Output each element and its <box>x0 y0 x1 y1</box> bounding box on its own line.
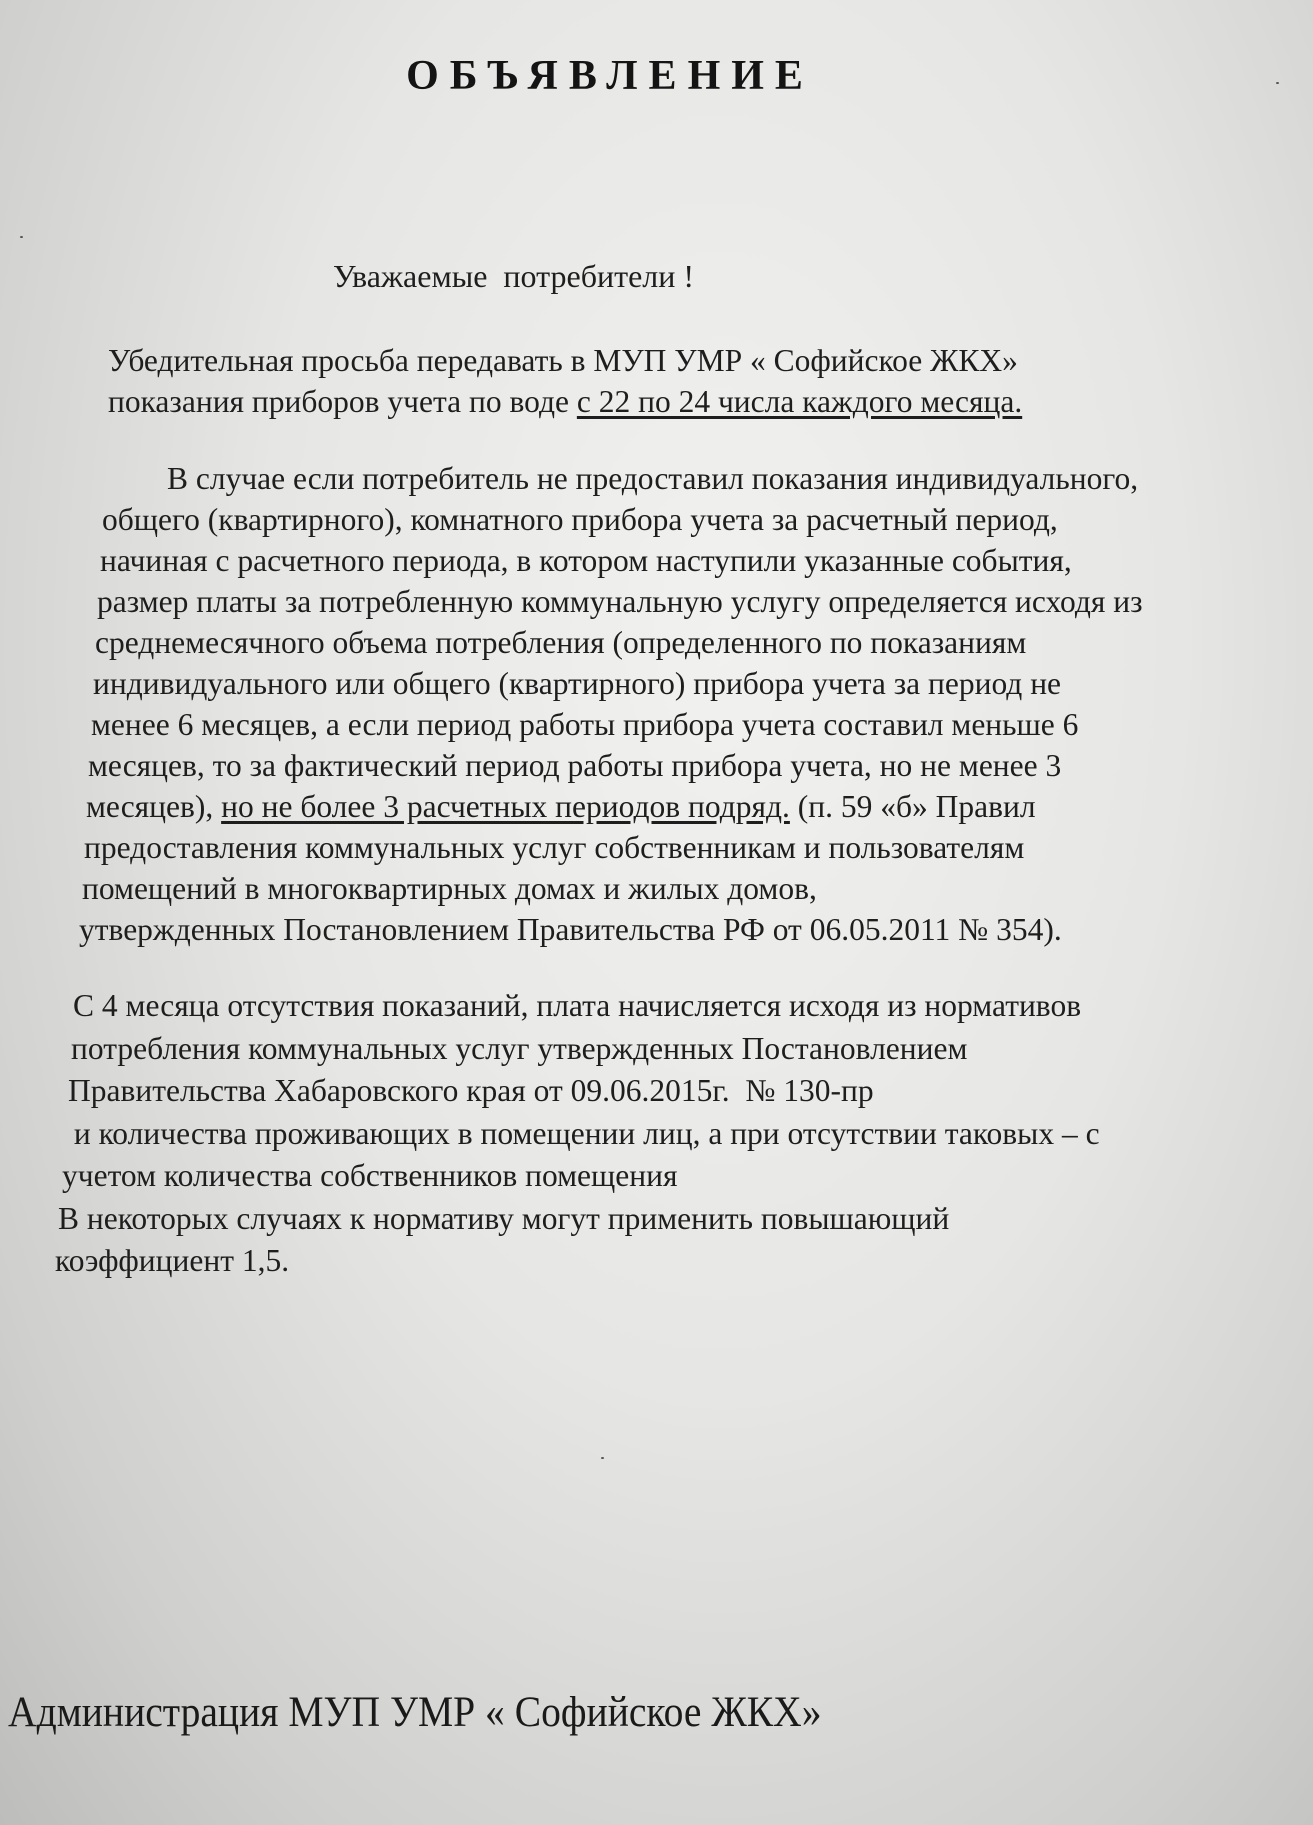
paper-speck <box>20 236 23 238</box>
request-line-2-text: показания приборов учета по воде <box>108 384 577 419</box>
norms-line: учетом количества собственников помещения <box>62 1158 678 1193</box>
rules-line: помещений в многоквартирных домах и жилых домов, <box>82 871 817 906</box>
norms-line: С 4 месяца отсутствия показаний, плата начисляется исходя из нормативов <box>73 988 1082 1023</box>
rules-line: В случае если потребитель не предоставил показания индивидуального, <box>104 461 1139 496</box>
rules-line: утвержденных Постановлением Правительства РФ от 06.05.2011 № 354). <box>79 912 1062 947</box>
paper-speck <box>1276 82 1279 84</box>
rules-line-9-end: (п. 59 «б» Правил <box>789 789 1036 824</box>
rules-line: месяцев, то за фактический период работы прибора учета, но не менее 3 <box>88 748 1062 783</box>
norms-line: и количества проживающих в помещении лиц, а при отсутствии таковых – с <box>66 1115 1100 1151</box>
norms-line: коэффициент 1,5. <box>55 1243 290 1278</box>
rules-paragraph <box>0 458 1143 950</box>
request-deadline: с 22 по 24 числа каждого месяца. <box>576 384 1023 419</box>
rules-line: размер платы за потребленную коммунальную услугу определяется исходя из <box>97 584 1143 619</box>
rules-line: среднемесячного объема потребления (определенного по показаниям <box>95 625 1027 660</box>
norms-line: потребления коммунальных услуг утвержденных Постановлением <box>71 1030 968 1066</box>
rules-line-9-start: месяцев), <box>86 789 222 824</box>
rules-limit-underlined: но не более 3 расчетных периодов подряд. <box>221 789 790 824</box>
request-line-2 <box>108 381 1022 422</box>
rules-line: общего (квартирного), комнатного прибора учета за расчетный период, <box>102 502 1058 537</box>
greeting: Уважаемые потребители ! <box>333 258 695 294</box>
signature: Администрация МУП УМР « Софийское ЖКХ» <box>8 1689 822 1736</box>
rules-line: предоставления коммунальных услуг собственникам и пользователям <box>84 830 1025 865</box>
paper-speck <box>601 1457 604 1459</box>
rules-line-with-limit <box>86 786 1143 827</box>
request-line-1: Убедительная просьба передавать в МУП УМР « Софийское ЖКХ» <box>108 343 1018 378</box>
rules-line: менее 6 месяцев, а если период работы прибора учета составил меньше 6 <box>91 707 1079 742</box>
norms-paragraph <box>0 985 1100 1283</box>
notice-title: ОБЪЯВЛЕНИЕ <box>406 53 814 99</box>
rules-line: начиная с расчетного периода, в котором наступили указанные события, <box>100 543 1072 578</box>
rules-line: индивидуального или общего (квартирного) прибора учета за период не <box>93 666 1062 701</box>
request-paragraph <box>108 340 1022 422</box>
norms-line: Правительства Хабаровского края от 09.06.2015г. № 130-пр <box>68 1073 874 1108</box>
norms-line: В некоторых случаях к нормативу могут применить повышающий <box>58 1200 950 1236</box>
